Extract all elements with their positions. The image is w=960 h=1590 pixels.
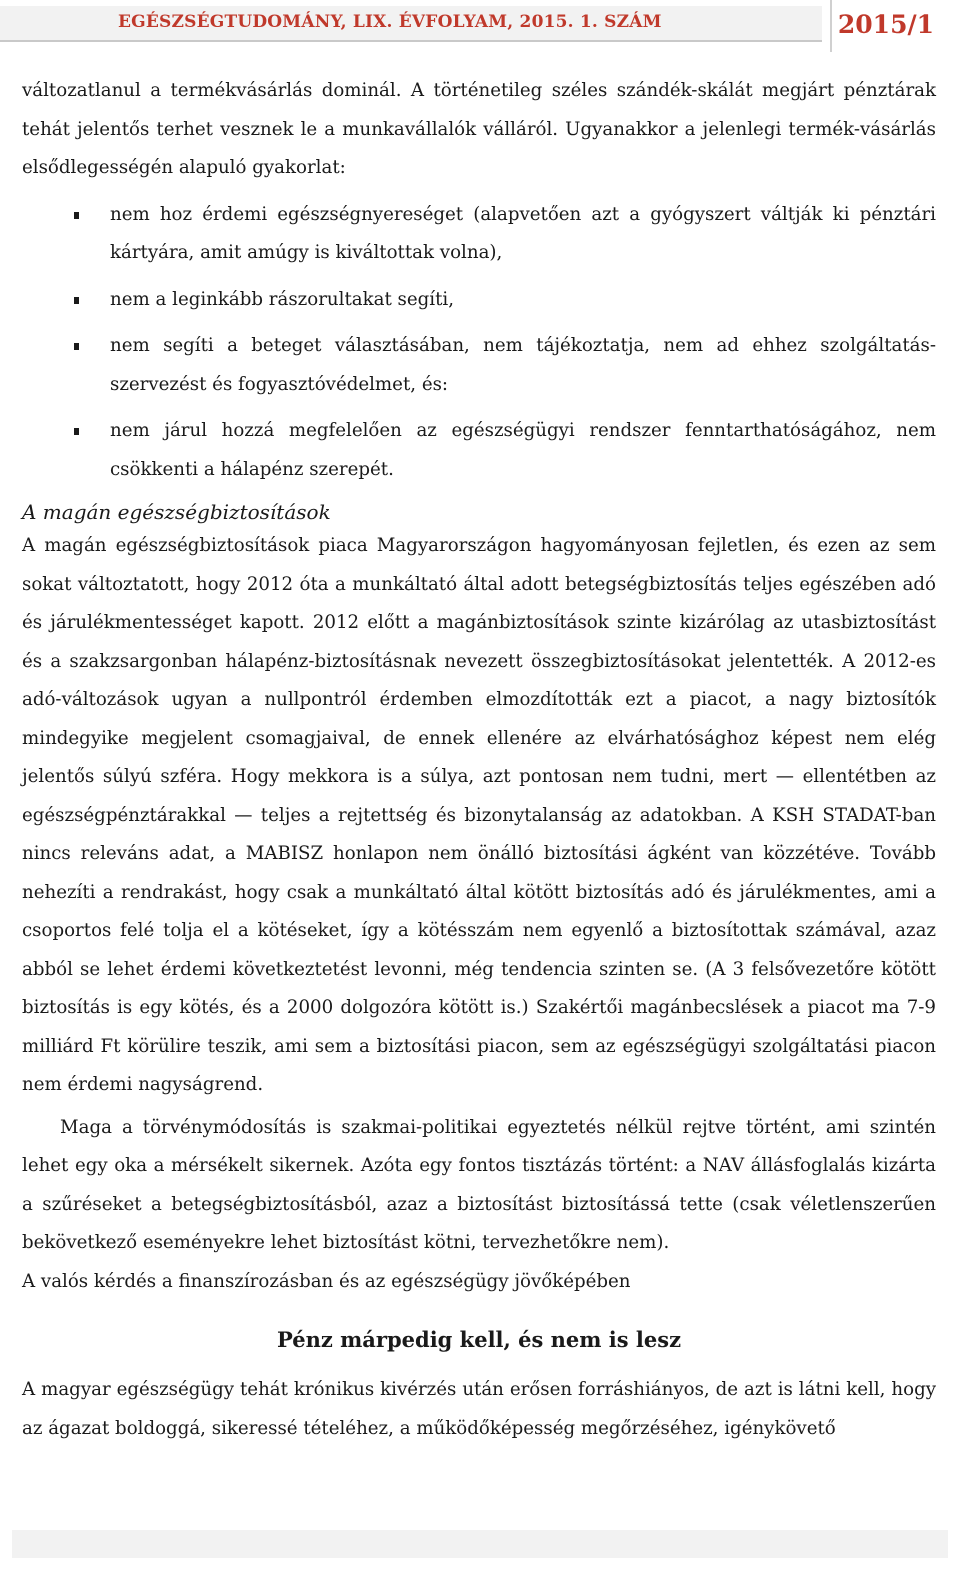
- paragraph-financing: A magyar egészségügy tehát krónikus kivérzés után erősen forráshiányos, de azt is látni kell, hogy az ágazat boldoggá, sikeressé tételéhez, a működőképesség megőrzéséhez, igénykövető: [22, 1379, 936, 1439]
- section-heading: Pénz márpedig kell, és nem is lesz: [276, 1327, 682, 1352]
- bullet-item: nem hoz érdemi egészségnyereséget (alapvetően azt a gyógyszert váltják ki pénztári kártyára, amit amúgy is kiváltottak volna),: [22, 196, 936, 273]
- intro-paragraph: változatlanul a termékvásárlás dominál. A történetileg széles szándék-skálát megjárt pénztárak tehát jelentős terhet vesznek le a munkavállalók válláról. Ugyanakkor a jelenlegi termék-vásárlás elsődlegességén alapuló gyakorlat:: [22, 80, 936, 178]
- page-header: [0, 0, 960, 52]
- article-body: [22, 72, 936, 1448]
- paragraph-private-insurance: A magán egészségbiztosítások piaca Magyarországon hagyományosan fejletlen, és ezen az sem sokat változtatott, hogy 2012 óta a munkáltató által adott betegségbiztosítás teljes egészében adó és járulékmentességet kapott. 2012 előtt a magánbiztosítások szinte kizárólag az utasbiztosítást és a szakzsargonban hálapénz-biztosításnak nevezett összegbiztosításokat jelentették. A 2012-es adó-változások ugyan a nullpontról érdemben elmozdították ezt a piacot, a nagy biztosítók mindegyike megjelent csomagjaival, de ennek ellenére az elvárhatósághoz képest nem elég jelentős súlyú szféra. Hogy mekkora is a súlya, azt pontosan nem tudni, mert — ellentétben az egészségpénztárakkal — teljes a rejtettség és bizonytalanság az adatokban. A KSH STADAT-ban nincs releváns adat, a MABISZ honlapon nem önálló biztosítási ágként van közzétéve. Tovább nehezíti a rendrakást, hogy csak a munkáltató által kötött biztosítás adó és járulékmentes, ami a csoportos felé tolja el a kötéseket, így a kötésszám nem egyenlő a biztosítottak számával, azaz abból se lehet érdemi következtetést levonni, még tendencia szinten se. (A 3 felsővezetőre kötött biztosítás is egy kötés, és a 2000 dolgozóra kötött is.) Szakértői magánbecslések a piacot ma 7-9 milliárd Ft körülire teszik, ami sem a biztosítási piacon, sem az egészségügyi szolgáltatási piacon nem érdemi nagyságrend.: [22, 535, 936, 1095]
- journal-title: EGÉSZSÉGTUDOMÁNY, LIX. ÉVFOLYAM, 2015. 1. SZÁM: [118, 12, 662, 32]
- bullet-item: nem járul hozzá megfelelően az egészségügyi rendszer fenntarthatóságához, nem csökkenti a hálapénz szerepét.: [22, 412, 936, 489]
- header-divider: [830, 0, 832, 52]
- bullet-list: [22, 196, 936, 490]
- footer-band: [12, 1530, 948, 1558]
- section-title: A magán egészségbiztosítások: [22, 500, 331, 524]
- bullet-item: nem a leginkább rászorultakat segíti,: [22, 281, 936, 320]
- bullet-item: nem segíti a beteget választásában, nem tájékoztatja, nem ad ehhez szolgáltatás-szervezést és fogyasztóvédelmet, és:: [22, 327, 936, 404]
- issue-number: 2015/1: [837, 10, 934, 39]
- paragraph-law-change: Maga a törvénymódosítás is szakmai-politikai egyeztetés nélkül rejtve történt, ami szintén lehet egy oka a mérsékelt sikernek. Azóta egy fontos tisztázás történt: a NAV állásfoglalás kizárta a szűréseket a betegségbiztosításból, azaz a biztosítást biztosítássá tette (csak véletlenszerűen bekövetkező eseményekre lehet biztosítást kötni, tervezhetőkre nem).: [22, 1116, 936, 1253]
- subheading-line: A valós kérdés a finanszírozásban és az egészségügy jövőképében: [22, 1270, 631, 1292]
